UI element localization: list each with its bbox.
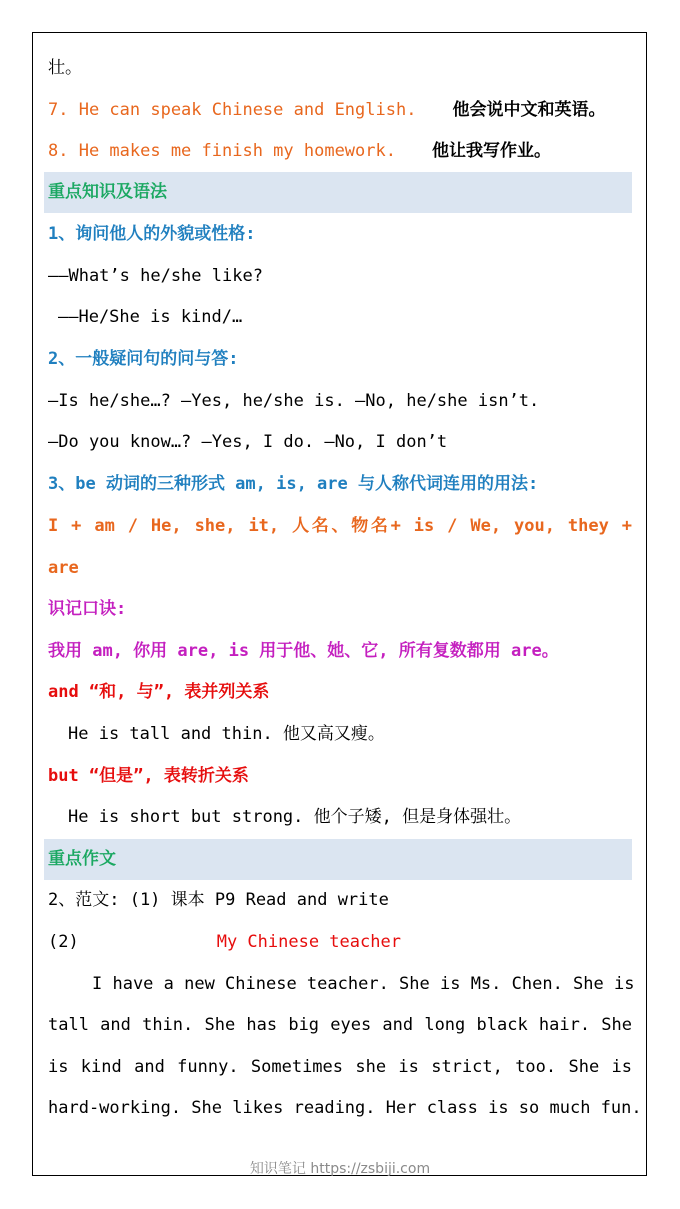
sentence-7-english: 7. He can speak Chinese and English. <box>48 100 417 120</box>
essay-2-number: (2) <box>48 932 79 952</box>
dialog-answer: ——He/She is kind/… <box>58 307 243 327</box>
essay-paragraph-line: hard-working. She likes reading. Her class is so much fun. <box>48 1098 642 1118</box>
dialog-line: —Do you know…? —Yes, I do. —No, I don’t <box>48 432 448 452</box>
dialog-line: —Is he/she…? —Yes, he/she is. —No, he/she isn’t. <box>48 391 540 411</box>
section-heading-grammar: 重点知识及语法 <box>48 182 167 202</box>
mnemonic-title: 识记口诀: <box>48 599 127 619</box>
sentence-8-english: 8. He makes me finish my homework. <box>48 141 396 161</box>
but-example: He is short but strong. 他个子矮, 但是身体强壮。 <box>68 807 522 827</box>
essay-paragraph-line: tall and thin. She has big eyes and long black hair. She <box>48 1015 632 1035</box>
essay-reference: 2、范文: (1) 课本 P9 Read and write <box>48 890 389 910</box>
be-verb-rule-cont: are <box>48 558 79 578</box>
essay-paragraph-line: is kind and funny. Sometimes she is strict, too. She is <box>48 1057 632 1077</box>
subheading-be-verb: 3、be 动词的三种形式 am, is, are 与人称代词连用的用法: <box>48 474 539 494</box>
essay-2 <box>48 922 401 963</box>
sentence-8 <box>48 131 551 172</box>
text-line: 壮。 <box>48 58 82 78</box>
essay-title: My Chinese teacher <box>216 932 401 952</box>
subheading-yes-no: 2、一般疑问句的问与答: <box>48 349 239 369</box>
section-heading-band <box>44 839 632 880</box>
section-heading-essay: 重点作文 <box>48 849 116 869</box>
subheading-appearance: 1、询问他人的外貌或性格: <box>48 224 256 244</box>
dialog-question: ——What’s he/she like? <box>48 266 263 286</box>
and-title: and “和, 与”, 表并列关系 <box>48 682 270 702</box>
footer-watermark: 知识笔记 https://zsbiji.com <box>249 1161 431 1177</box>
but-title: but “但是”, 表转折关系 <box>48 766 249 786</box>
sentence-8-chinese: 他让我写作业。 <box>432 141 551 161</box>
be-verb-rule: I + am / He, she, it, 人名、物名+ is / We, you, they + <box>48 516 632 536</box>
sentence-7-chinese: 他会说中文和英语。 <box>452 100 606 120</box>
mnemonic-text: 我用 am, 你用 are, is 用于他、她、它, 所有复数都用 are。 <box>48 641 559 661</box>
sentence-7 <box>48 90 605 131</box>
essay-paragraph-line: I have a new Chinese teacher. She is Ms. Chen. She is <box>92 974 635 994</box>
and-example: He is tall and thin. 他又高又瘦。 <box>68 724 385 744</box>
